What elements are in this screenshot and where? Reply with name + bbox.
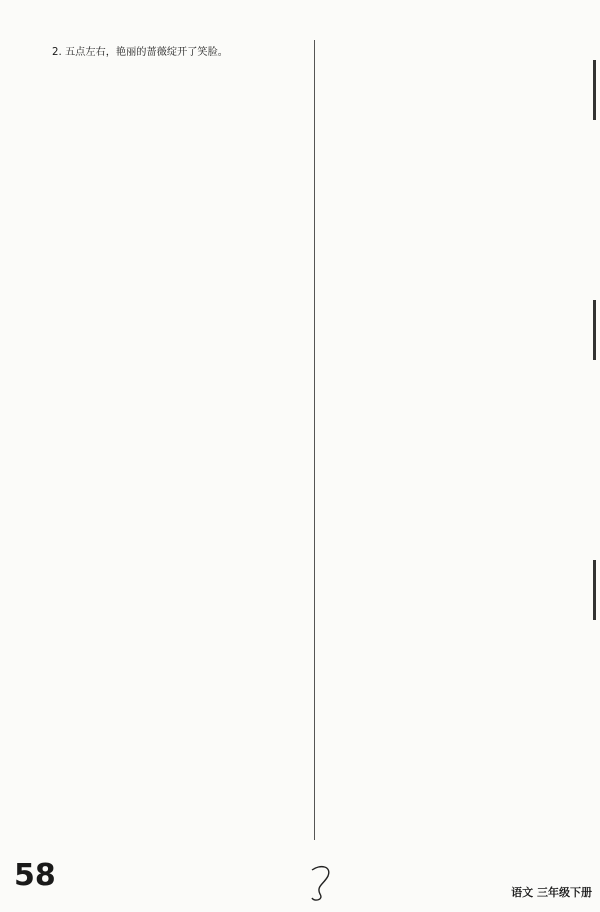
page-number: 58: [14, 858, 56, 893]
handwritten-mark-icon: [306, 862, 340, 904]
footer-label: 语文 三年级下册: [511, 886, 592, 899]
answer-line: 2. 五点左右，艳丽的蔷薇绽开了笑脸。: [52, 47, 228, 58]
page-edge-bar: [593, 300, 596, 360]
page-edge-bar: [593, 60, 596, 120]
column-divider: [314, 40, 315, 840]
page-edge-bar: [593, 560, 596, 620]
left-column: [30, 44, 308, 63]
